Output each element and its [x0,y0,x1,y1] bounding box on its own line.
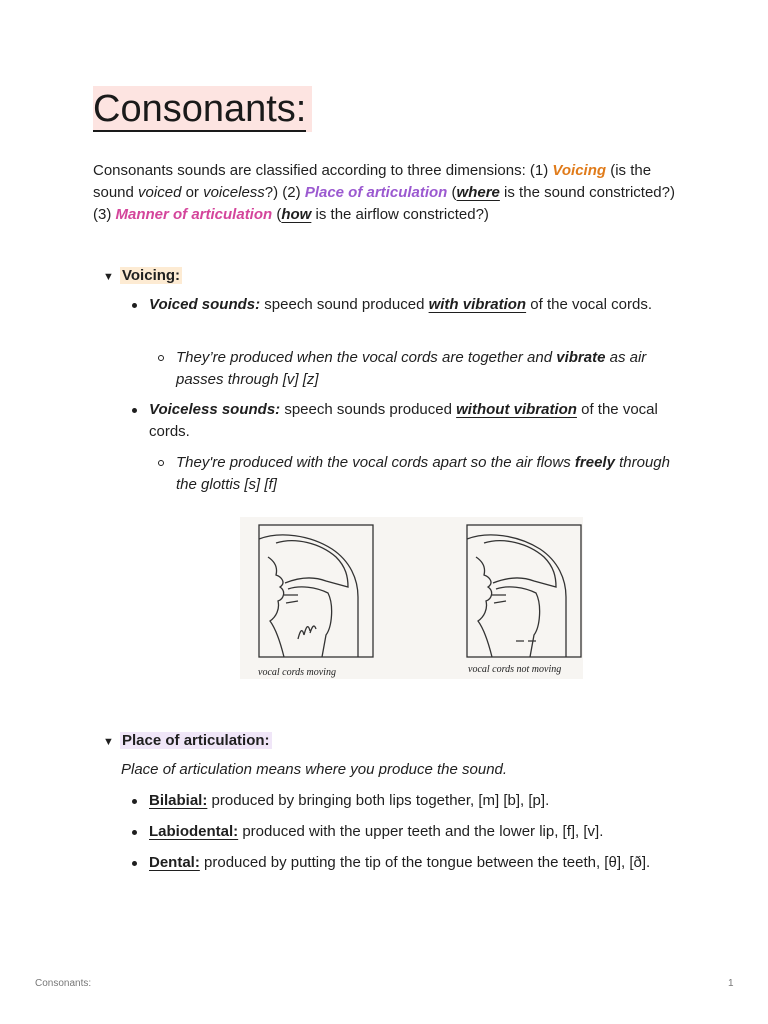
intro-paragraph [93,160,693,226]
triangle-down-icon[interactable]: ▼ [103,736,114,748]
intro-text: ?) (2) [264,184,305,201]
right-vocal-tract-panel [467,525,581,657]
place-toggle-label: Place of articulation: [122,732,270,749]
voicing-toggle[interactable] [103,266,182,287]
page-title-text: Consonants: [93,88,307,130]
left-vocal-tract-panel [259,525,373,657]
voicing-toggle-label: Voicing: [122,267,181,284]
bullet-icon [132,861,137,866]
bullet-icon [132,303,137,308]
voiceless-term: voiceless [203,184,265,201]
bullet-icon [132,830,137,835]
voiceless-sounds-term: Voiceless sounds: [149,401,281,418]
vocal-tract-diagram [240,517,583,679]
place-description: Place of articulation means where you produce the sound. [121,761,508,778]
list-item-voiceless [149,399,679,443]
sub-text: through the glottis [s] [f] [176,454,670,493]
intro-text: is the airflow constricted?) [311,206,489,223]
sub-item-voiceless [176,452,686,496]
voiced-sounds-term: Voiced sounds: [149,296,261,313]
place-term: Place of articulation [304,184,448,201]
manner-term: Manner of articulation [115,206,273,223]
triangle-down-icon[interactable]: ▼ [103,271,114,283]
labiodental-term: Labiodental: [149,823,239,840]
how-term: how [281,206,312,223]
list-text: of the vocal cords. [526,296,652,313]
vibrate-emph: vibrate [556,349,606,366]
dental-term: Dental: [149,854,200,871]
with-vibration-emph: with vibration [428,296,527,313]
list-text: produced with the upper teeth and the lower lip, [f], [v]. [238,823,604,840]
intro-text: (is the sound [93,162,652,201]
freely-emph: freely [574,454,615,471]
bullet-icon [132,799,137,804]
intro-text: is the sound constricted?) (3) [93,184,675,223]
list-text: of the vocal cords. [149,401,658,440]
voicing-term: Voicing [552,162,607,179]
page-number: 1 [728,978,734,989]
list-item-dental [149,852,679,874]
sub-item-voiced [176,347,686,391]
without-vibration-emph: without vibration [456,401,577,418]
list-item-bilabial [149,790,679,812]
list-item-labiodental [149,821,679,843]
sub-text: They’re produced when the vocal cords are together and [176,349,557,366]
place-toggle[interactable] [103,731,272,752]
list-item-voiced [149,294,679,316]
where-term: where [456,184,500,201]
bullet-icon [132,408,137,413]
circle-bullet-icon [158,355,164,361]
list-text: speech sound produced [260,296,429,313]
intro-text: ( [447,184,457,201]
right-figure-caption: vocal cords not moving [468,664,562,675]
intro-text: or [181,184,204,201]
intro-text: ( [272,206,282,223]
circle-bullet-icon [158,460,164,466]
sub-text: They're produced with the vocal cords apart so the air flows [176,454,575,471]
sub-text: as air passes through [v] [z] [176,349,647,388]
bilabial-term: Bilabial: [149,792,208,809]
list-text: produced by putting the tip of the tongue between the teeth, [θ], [ð]. [199,854,651,871]
voiced-term: voiced [138,184,182,201]
left-figure-caption: vocal cords moving [258,667,336,678]
footer-title: Consonants: [35,978,92,989]
intro-text: Consonants sounds are classified according to three dimensions: (1) [93,162,553,179]
list-text: produced by bringing both lips together, [m] [b], [p]. [207,792,550,809]
page-title [93,86,312,132]
list-text: speech sounds produced [280,401,457,418]
vocal-cords-figure [240,517,583,679]
